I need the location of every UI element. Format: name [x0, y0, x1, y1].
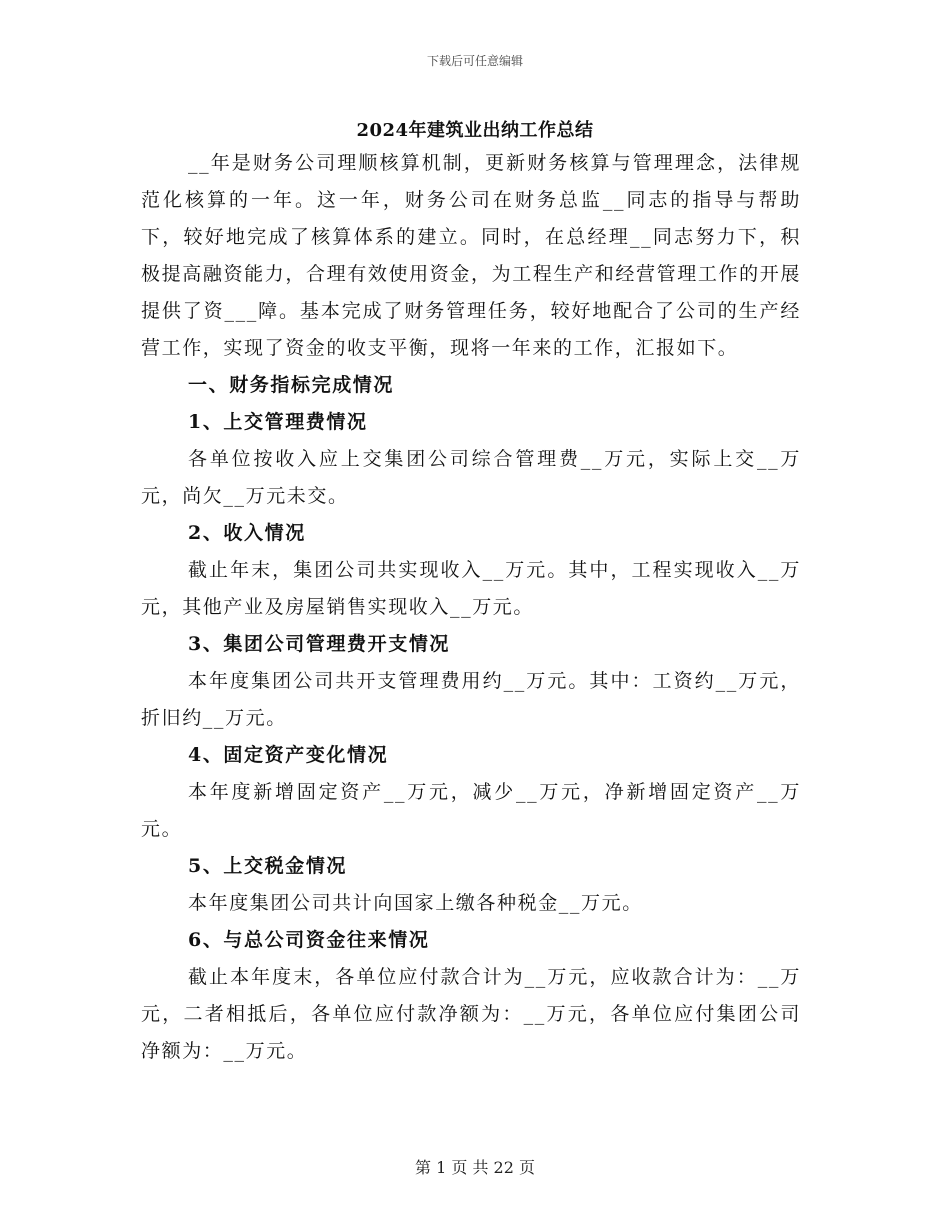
item-paragraph-1: 各单位按收入应上交集团公司综合管理费__万元，实际上交__万元，尚欠__万元未交。: [141, 448, 801, 507]
item-heading-1: 1、上交管理费情况: [188, 411, 368, 433]
item-heading-2: 2、收入情况: [188, 522, 306, 544]
item-heading-6: 6、与总公司资金往来情况: [188, 929, 430, 951]
page-number: 第 1 页 共 22 页: [415, 1158, 535, 1177]
item-paragraph-6: 截止本年度末，各单位应付款合计为__万元，应收款合计为：__万元，二者相抵后，各单位应付款净额为：__万元，各单位应付集团公司净额为：__万元。: [141, 966, 801, 1062]
item-heading-4: 4、固定资产变化情况: [188, 744, 389, 766]
header-note: 下载后可任意编辑: [426, 54, 523, 68]
intro-paragraph: __年是财务公司理顺核算机制，更新财务核算与管理理念，法律规范化核算的一年。这一年，财务公司在财务总监__同志的指导与帮助下，较好地完成了核算体系的建立。同时，在总经理__同志努力下，积极提高融资能力，合理有效使用资金，为工程生产和经营管理工作的开展提供了资___障。基本完成了财务管理任务，较好地配合了公司的生产经营工作，实现了资金的收支平衡，现将一年来的工作，汇报如下。: [141, 152, 801, 359]
section-heading: 一、财务指标完成情况: [188, 374, 395, 396]
item-heading-5: 5、上交税金情况: [188, 855, 348, 877]
item-paragraph-2: 截止年末，集团公司共实现收入__万元。其中，工程实现收入__万元，其他产业及房屋销售实现收入__万元。: [141, 559, 801, 618]
item-paragraph-3: 本年度集团公司共开支管理费用约__万元。其中：工资约__万元，折旧约__万元。: [141, 670, 801, 729]
item-paragraph-4: 本年度新增固定资产__万元，减少__万元，净新增固定资产__万元。: [141, 781, 801, 840]
document-body: [141, 145, 801, 1070]
item-paragraph-5: 本年度集团公司共计向国家上缴各种税金__万元。: [188, 892, 643, 914]
document-title: 2024年建筑业出纳工作总结: [356, 120, 594, 141]
item-heading-3: 3、集团公司管理费开支情况: [188, 633, 451, 655]
